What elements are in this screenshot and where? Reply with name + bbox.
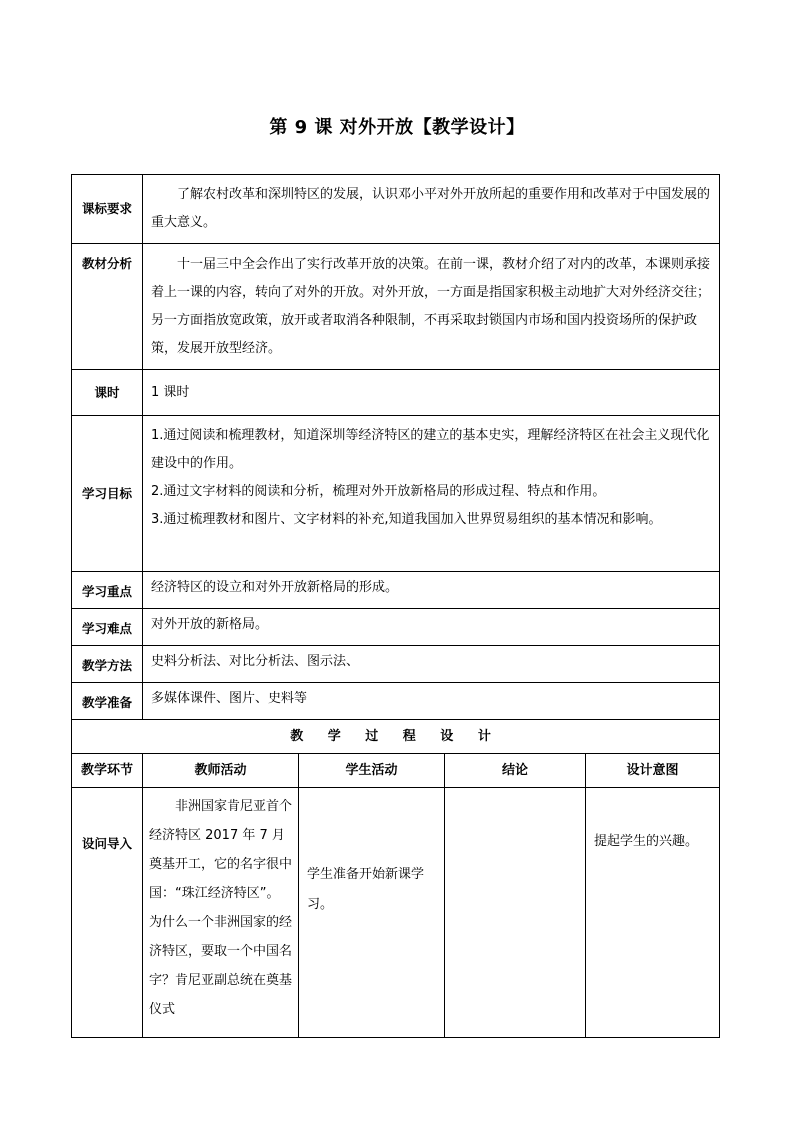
analysis-label: 教材分析 <box>72 244 143 370</box>
objective-item: 1.通过阅读和梳理教材，知道深圳等经济特区的建立的基本史实，理解经济特区在社会主义现代化建设中的作用。 <box>151 428 710 471</box>
design-intent-cell: 提起学生的兴趣。 <box>586 788 720 1038</box>
column-header-intent: 设计意图 <box>586 754 720 788</box>
conclusion-cell <box>445 788 586 1038</box>
row-hours <box>72 370 720 416</box>
stage-cell: 设问导入 <box>72 788 143 1038</box>
teacher-activity-cell: 非洲国家肯尼亚首个经济特区 2017 年 7 月奠基开工，它的名字很中国：“珠江经济特区”。为什么一个非洲国家的经济特区，要取一个中国名字？肯尼亚副总统在奠基仪式 <box>143 788 299 1038</box>
curriculum-label: 课标要求 <box>72 175 143 244</box>
hours-label: 课时 <box>72 370 143 416</box>
page-title: 第 9 课 对外开放【教学设计】 <box>269 117 525 138</box>
objectives-label: 学习目标 <box>72 416 143 572</box>
lesson-plan-table <box>71 174 720 1038</box>
objective-item: 3.通过梳理教材和图片、文字材料的补充,知道我国加入世界贸易组织的基本情况和影响。 <box>151 512 662 527</box>
key-points-label: 学习重点 <box>72 572 143 609</box>
difficulties-text: 对外开放的新格局。 <box>143 609 720 646</box>
row-column-headers <box>72 754 720 788</box>
row-curriculum <box>72 175 720 244</box>
row-objectives <box>72 416 720 572</box>
student-activity-cell: 学生准备开始新课学习。 <box>299 788 445 1038</box>
column-header-teacher: 教师活动 <box>143 754 299 788</box>
row-difficulties <box>72 609 720 646</box>
process-heading: 教 学 过 程 设 计 <box>72 720 720 754</box>
row-process-heading <box>72 720 720 754</box>
difficulties-label: 学习难点 <box>72 609 143 646</box>
column-header-conclusion: 结论 <box>445 754 586 788</box>
row-process-intro <box>72 788 720 1038</box>
hours-text: 1 课时 <box>143 370 720 416</box>
methods-label: 教学方法 <box>72 646 143 683</box>
column-header-student: 学生活动 <box>299 754 445 788</box>
row-preparation <box>72 683 720 720</box>
objectives-cell <box>143 416 720 572</box>
objective-item: 2.通过文字材料的阅读和分析，梳理对外开放新格局的形成过程、特点和作用。 <box>151 484 606 499</box>
preparation-text: 多媒体课件、图片、史料等 <box>143 683 720 720</box>
curriculum-text: 了解农村改革和深圳特区的发展，认识邓小平对外开放所起的重要作用和改革对于中国发展的重大意义。 <box>143 175 720 244</box>
row-analysis <box>72 244 720 370</box>
row-key-points <box>72 572 720 609</box>
preparation-label: 教学准备 <box>72 683 143 720</box>
methods-text: 史料分析法、对比分析法、图示法、 <box>143 646 720 683</box>
row-methods <box>72 646 720 683</box>
key-points-text: 经济特区的设立和对外开放新格局的形成。 <box>143 572 720 609</box>
analysis-text: 十一届三中全会作出了实行改革开放的决策。在前一课，教材介绍了对内的改革，本课则承接着上一课的内容，转向了对外的开放。对外开放，一方面是指国家积极主动地扩大对外经济交往；另一方面指放宽政策，放开或者取消各种限制，不再采取封锁国内市场和国内投资场所的保护政策，发展开放型经济。 <box>143 244 720 370</box>
column-header-stage: 教学环节 <box>72 754 143 788</box>
